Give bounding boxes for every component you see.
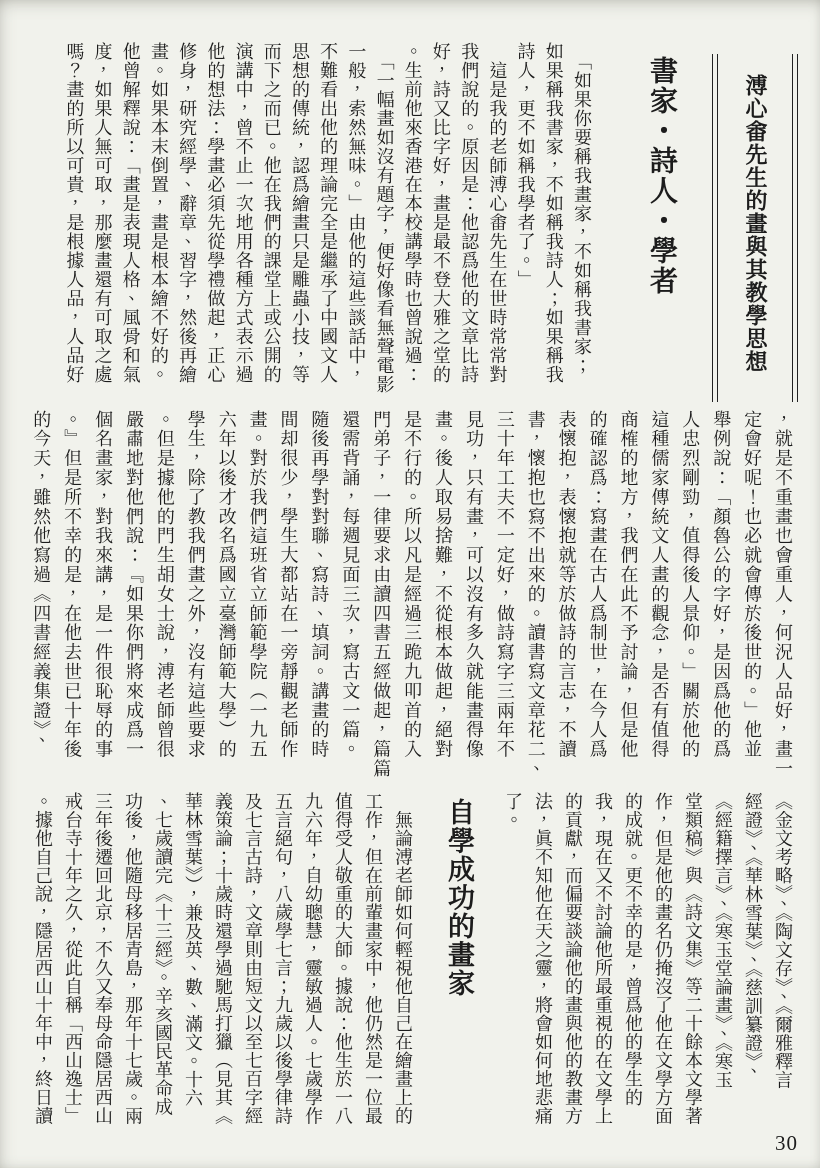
text-column: 嗎？畫的所以可貴，是根據人品，人品好	[64, 42, 85, 384]
text-column: 經證》、《華林雪葉》、《慈訓纂證》、	[743, 792, 763, 1080]
text-band-bottom	[24, 792, 798, 1146]
text-column: 間却很少，學生大都站在一旁靜觀老師作	[278, 410, 299, 760]
text-column: 。』但是所不幸的是，在他去世已十年後	[62, 410, 83, 760]
page-number: 30	[775, 1131, 798, 1155]
text-column: 、七歲讀完《十三經》。辛亥國民革命成	[153, 792, 173, 1116]
text-column: 舉例說：「顏魯公的字好，是因爲他的爲	[711, 410, 732, 760]
text-band-top	[24, 42, 798, 404]
text-column: 法，眞不知他在天之靈，將會如何地悲痛	[533, 792, 553, 1125]
text-column: ，就是不重畫也會重人，何況人品好，畫一	[773, 410, 793, 779]
text-column: 還需背誦，每週見面三次，寫古文一篇。	[340, 410, 361, 760]
text-column: 戒台寺十年之久，從此自稱「西山逸士」	[63, 792, 83, 1125]
text-column: 修身，研究經學、辭章、習字，然後再繪	[177, 42, 198, 384]
text-column: 思想的傳統，認爲繪畫只是雕蟲小技，等	[289, 42, 310, 384]
text-column: 定會好呢！也必就會傳於後世的。」他並	[742, 410, 763, 760]
text-column: 畫。如果本末倒置，畫是根本繪不好的。	[148, 42, 169, 384]
text-band-middle	[24, 410, 798, 788]
text-column: 義策論；十歲時還學過馳馬打獵（見其《	[213, 792, 233, 1125]
text-column: 及七言古詩，文章則由短文以至七百字經	[243, 792, 263, 1125]
text-column: 的成就。更不幸的是，曾爲他的學生的	[623, 792, 643, 1107]
text-column: 學生，除了教我們畫之外，沒有這些要求	[185, 410, 206, 760]
text-column: 隨後再學對對聯、寫詩、填詞。講畫的時	[309, 410, 330, 760]
text-column: 嚴肅地對他們說：『如果你們將來成爲一	[123, 410, 144, 760]
text-column: 《金文考略》、《陶文存》、《爾雅釋言	[773, 792, 793, 1089]
text-column: 堂類稿》與《詩文集》等二十餘本文學著	[683, 792, 703, 1125]
text-column: 三十年工夫不一定好，做詩寫字三兩年不	[494, 410, 515, 760]
text-column: 詩人，更不如稱我學者了。」	[515, 42, 536, 289]
text-column: 書，懷抱也寫不出來的。讀書寫文章花二、	[525, 410, 546, 779]
text-column: 了。	[503, 792, 523, 829]
text-column: 度，如果人無可取，那麼畫還有可取之處	[92, 42, 113, 384]
text-column: 演講中，曾不止一次地用各種方式表示過	[233, 42, 254, 384]
article-title-block	[712, 54, 798, 402]
text-column: 一般，索然無味。」由他的這些談話中，	[346, 42, 367, 384]
text-column: 六年以後才改名爲國立臺灣師範大學）的	[216, 410, 237, 760]
text-column: 功後，他隨母移居青島，那年十七歲。兩	[123, 792, 143, 1125]
text-column: 表懷抱，表懷抱就等於做詩的言志，不讀	[556, 410, 577, 760]
text-column: 不難看出他的理論完全是繼承了中國文人	[318, 42, 339, 384]
text-column: 人忠烈剛勁，值得後人景仰。」關於他的	[680, 410, 701, 760]
text-column: 「一幅畫如沒有題字，便好像看無聲電影	[374, 42, 395, 394]
article-title: 溥心畬先生的畫與其教學思想	[743, 74, 768, 373]
section-heading-calligrapher-poet-scholar: 書家・詩人・學者	[646, 56, 677, 296]
text-column: 作，但是他的畫名仍掩沒了他在文學方面	[653, 792, 673, 1125]
text-column: 我，現在又不討論他所最重視的在文學上	[593, 792, 613, 1125]
text-column: 商榷的地方，我們在此不予討論，但是他	[618, 410, 639, 760]
text-column: 工作，但在前輩畫家中，他仍然是一位最	[363, 792, 383, 1125]
text-column: 這種儒家傳統文人畫的觀念，是否有值得	[649, 410, 670, 760]
text-column: 是不行的。所以凡是經過三跪九叩首的入	[402, 410, 423, 760]
text-column: 。據他自己說，隱居西山十年中，終日讀	[33, 792, 53, 1125]
text-column: 九六年，自幼聰慧，靈敏過人。七歲學作	[303, 792, 323, 1125]
text-column: 值得受人敬重的大師。據說：他生於一八	[333, 792, 353, 1125]
text-column: 畫。對於我們這班省立師範學院（一九五	[247, 410, 268, 760]
text-column: 他曾解釋說：「畫是表現人格、風骨和氣	[120, 42, 141, 384]
text-column: 無論溥老師如何輕視他自己在繪畫上的	[393, 792, 413, 1125]
text-column: 。但是據他的門生胡女士說，溥老師曾很	[154, 410, 175, 760]
text-column: 而下之而已。他在我們的課堂上或公開的	[261, 42, 282, 384]
text-column: 三年後遷回北京，不久又奉母命隱居西山	[93, 792, 113, 1125]
text-column: 個名畫家，對我來講，是一件很恥辱的事	[93, 410, 114, 760]
text-column: 五言絕句，八歲學七言；九歲以後學律詩	[273, 792, 293, 1125]
text-column: 的確認爲：寫畫在古人爲制世，在今人爲	[587, 410, 608, 760]
section-heading-self-taught-painter: 自學成功的畫家	[444, 798, 474, 998]
text-column: 好，詩又比字好，畫是最不登大雅之堂的	[430, 42, 451, 384]
article-title-double-rule	[717, 54, 793, 402]
text-column: 如果稱我書家，不如稱我詩人；如果稱我	[543, 42, 564, 384]
text-column: 門弟子，一律要求由讀四書五經做起，篇篇	[371, 410, 392, 779]
text-column: 的今天，雖然他寫過《四書經義集證》、	[31, 410, 52, 751]
text-column: 的貢獻，而偏要談論他的畫與他的教畫方	[563, 792, 583, 1125]
text-column: 「如果你要稱我畫家，不如稱我書家；	[572, 42, 592, 375]
text-column: 他的想法：學畫必須先從學禮做起，正心	[205, 42, 226, 384]
text-column: 《經籍擇言》、《寒玉堂論畫》、《寒玉	[713, 792, 733, 1089]
text-column: 這是我的老師溥心畬先生在世時常常對	[487, 42, 508, 384]
text-column: 見功，只有畫，可以沒有多久就能畫得像	[463, 410, 484, 760]
text-column: 華林雪葉》），兼及英、數、滿文。十六	[183, 792, 203, 1107]
text-column: 。生前他來香港在本校講學時也曾說過：	[402, 42, 423, 384]
text-column: 我們說的。原因是：他認爲他的文章比詩	[459, 42, 480, 384]
text-column: 畫。後人取易捨難，不從根本做起，絕對	[433, 410, 454, 760]
